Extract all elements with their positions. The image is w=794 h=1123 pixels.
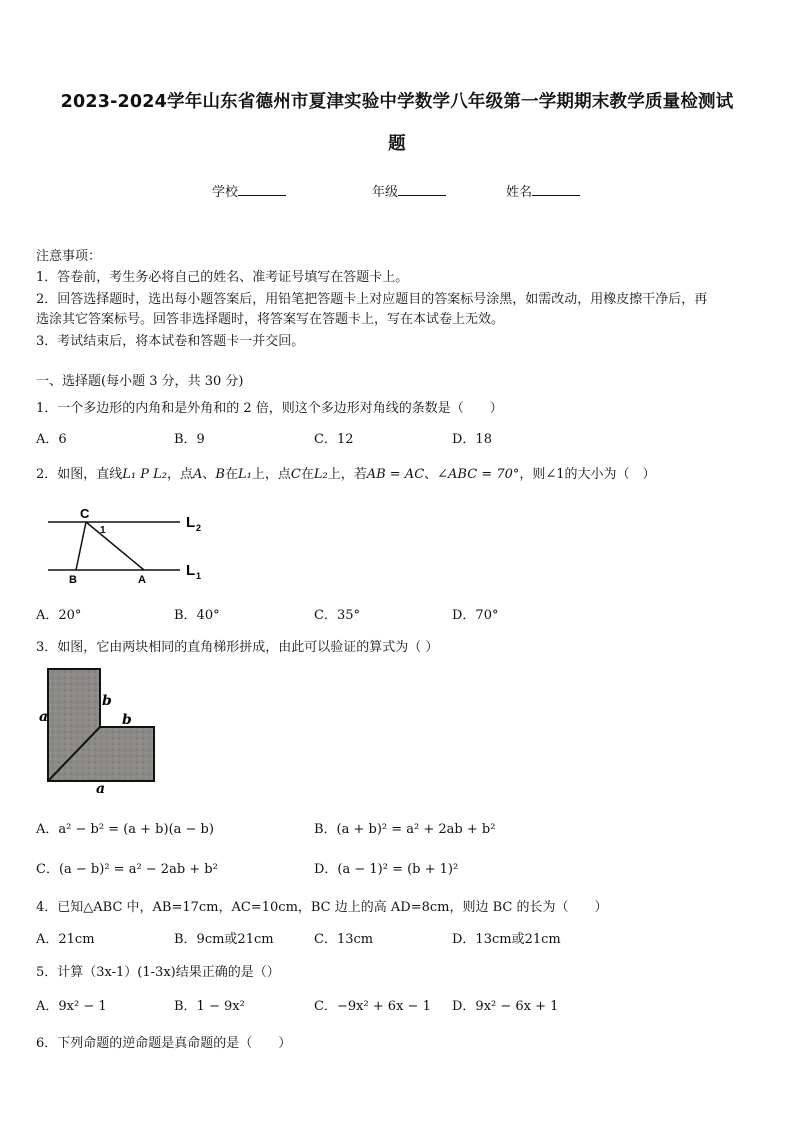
label-l2: L	[186, 514, 196, 531]
section-heading: 一、选择题(每小题 3 分，共 30 分)	[36, 374, 244, 389]
q1-option-c[interactable]: C．12	[314, 432, 354, 447]
q4-option-c[interactable]: C．13cm	[314, 932, 374, 947]
q2-option-c[interactable]: C．35°	[314, 608, 360, 623]
label-a-left: a	[39, 709, 49, 725]
q3-option-c[interactable]: C．(a − b)² = a² − 2ab + b²	[36, 862, 218, 877]
notice-item-2: 2．回答选择题时，选出每小题答案后，用铅笔把答题卡上对应题目的答案标号涂黑，如需改动，用橡皮擦干净后，再	[36, 292, 708, 307]
label-l2-sub: 2	[196, 523, 202, 533]
notice-item-2-cont: 选涂其它答案标号。回答非选择题时，将答案写在答题卡上，写在本试卷上无效。	[36, 312, 505, 327]
q2-option-a[interactable]: A．20°	[36, 608, 82, 623]
question-3-stem: 3．如图，它由两块相同的直角梯形拼成，由此可以验证的算式为（ ）	[36, 640, 439, 655]
q1-option-d[interactable]: D．18	[452, 432, 492, 447]
question-1-stem: 1．一个多边形的内角和是外角和的 2 倍，则这个多边形对角线的条数是（ ）	[36, 401, 503, 416]
label-a: A	[138, 574, 146, 586]
q5-option-a[interactable]: A．9x² − 1	[36, 999, 107, 1014]
exam-title-line1: 2023-2024学年山东省德州市夏津实验中学数学八年级第一学期期末教学质量检测试	[60, 92, 734, 112]
q2-option-b[interactable]: B．40°	[174, 608, 220, 623]
q4-option-b[interactable]: B．9cm或21cm	[174, 932, 274, 947]
grade-label: 年级	[372, 185, 399, 200]
q4-option-a[interactable]: A．21cm	[36, 932, 95, 947]
q2-option-d[interactable]: D．70°	[452, 608, 499, 623]
segment-ca	[86, 522, 144, 570]
q3-option-b[interactable]: B．(a + b)² = a² + 2ab + b²	[314, 822, 496, 837]
label-c: C	[80, 506, 90, 521]
q5-option-c[interactable]: C．−9x² + 6x − 1	[314, 999, 431, 1014]
q5-option-b[interactable]: B．1 − 9x²	[174, 999, 245, 1014]
question-2-stem: 2．如图，直线L₁ P L₂，点A、B在L₁上，点C在L₂上，若AB = AC、∠ABC = 70°，则∠1的大小为（ ）	[36, 467, 656, 482]
name-label: 姓名	[506, 185, 533, 200]
question-6-stem: 6．下列命题的逆命题是真命题的是（ ）	[36, 1036, 292, 1051]
q3-option-a[interactable]: A．a² − b² = (a + b)(a − b)	[36, 822, 214, 837]
notice-item-3: 3．考试结束后，将本试卷和答题卡一并交回。	[36, 334, 305, 349]
label-l1: L	[186, 562, 196, 579]
grade-field	[372, 181, 446, 200]
name-blank[interactable]	[532, 183, 580, 196]
school-blank[interactable]	[238, 183, 286, 196]
school-label: 学校	[212, 185, 239, 200]
label-l1-sub: 1	[196, 571, 202, 581]
q5-option-d[interactable]: D．9x² − 6x + 1	[452, 999, 559, 1014]
label-a-bottom: a	[96, 781, 106, 795]
name-field	[506, 181, 580, 200]
question-5-stem: 5．计算（3x-1）(1-3x)结果正确的是（）	[36, 965, 280, 980]
label-b-mid: b	[122, 712, 132, 728]
segment-cb	[76, 522, 86, 570]
q3-option-d[interactable]: D．(a − 1)² = (b + 1)²	[314, 862, 459, 877]
q4-option-d[interactable]: D．13cm或21cm	[452, 932, 561, 947]
exam-title-line2: 题	[388, 134, 406, 154]
label-angle-1: 1	[100, 525, 106, 536]
parallel-lines-figure	[40, 500, 220, 590]
question-4-stem: 4．已知△ABC 中，AB=17cm，AC=10cm，BC 边上的高 AD=8cm，则边 BC 的长为（ ）	[36, 900, 608, 915]
q1-option-a[interactable]: A．6	[36, 432, 67, 447]
grade-blank[interactable]	[398, 183, 446, 196]
notice-item-1: 1．答卷前，考生务必将自己的姓名、准考证号填写在答题卡上。	[36, 270, 409, 285]
label-b-top: b	[102, 693, 112, 709]
notice-heading: 注意事项：	[36, 249, 102, 264]
q1-option-b[interactable]: B．9	[174, 432, 205, 447]
trapezoid-figure	[34, 665, 164, 795]
school-field	[212, 181, 286, 200]
label-b: B	[69, 574, 77, 586]
